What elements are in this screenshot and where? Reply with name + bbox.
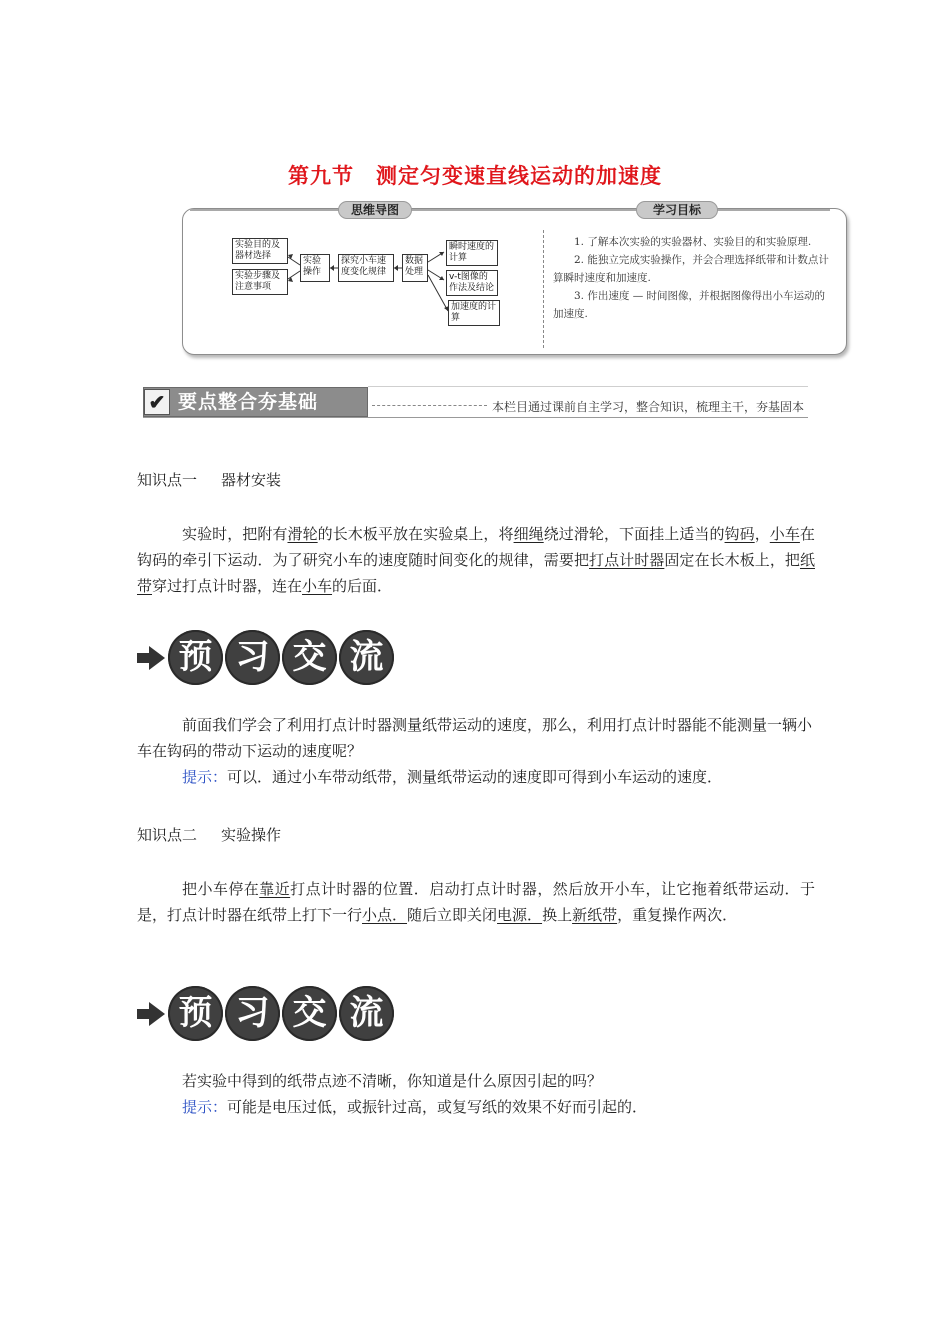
check-icon: ✔	[144, 389, 170, 415]
map-node-vt-graph: v-t图像的作法及结论	[446, 270, 498, 296]
section-2-name: 实验操作	[221, 826, 282, 844]
banner-description: 本栏目通过课前自主学习，整合知识，梳理主干，夯基固本	[492, 400, 805, 414]
learning-goals	[553, 233, 833, 323]
section-2-heading	[137, 824, 281, 845]
arrow-icon	[137, 1001, 167, 1027]
preview-question: 若实验中得到的纸带点迹不清晰，你知道是什么原因引起的吗？	[182, 1072, 603, 1090]
goal-item: 1. 了解本次实验的实验器材、实验目的和实验原理.	[574, 236, 812, 248]
preview-badge	[137, 630, 384, 690]
blank-answer: 小车	[769, 525, 800, 543]
section-1-paragraph: 实验时，把附有滑轮的长木板平放在实验桌上，将细绳绕过滑轮，下面挂上适当的钩码，小车在钩码的牵引下运动．为了研究小车的速度随时间变化的规律，需要把打点计时器固定在长木板上，把纸带穿过打点计时器，连在小车的后面．	[137, 525, 815, 595]
blank-answer: 小车	[302, 577, 333, 595]
preview-2	[137, 1068, 815, 1120]
goals-tab: 学习目标	[636, 201, 718, 219]
map-node-data: 数据处理	[402, 254, 428, 282]
preview-badge	[137, 986, 384, 1046]
section-1-heading	[137, 469, 281, 490]
map-node-inquiry: 探究小车速度变化规律	[338, 254, 394, 282]
blank-answer: 钩码	[724, 525, 755, 543]
blank-answer: 滑轮	[287, 525, 318, 543]
section-title: 测定匀变速直线运动的加速度	[376, 164, 662, 188]
page-title	[0, 160, 950, 190]
map-node-instant-speed: 瞬时速度的计算	[446, 240, 498, 266]
badge-char: 流	[339, 630, 394, 685]
banner-bottom-line	[143, 417, 808, 418]
section-2-paragraph: 把小车停在靠近打点计时器的位置．启动打点计时器，然后放开小车，让它拖着纸带运动．于是，打点计时器在纸带上打下一行小点．随后立即关闭电源．换上新纸带，重复操作两次．	[137, 880, 815, 924]
blank-answer: 小点．	[362, 906, 408, 924]
section-1-name: 器材安装	[221, 471, 282, 489]
map-node-steps: 实验步骤及注意事项	[232, 269, 288, 295]
preview-question: 前面我们学会了利用打点计时器测量纸带运动的速度，那么，利用打点计时器能不能测量一辆小车在钩码的带动下运动的速度呢？	[137, 716, 813, 760]
banner-title: 要点整合夯基础	[178, 391, 319, 413]
section-1-label: 知识点一	[137, 471, 198, 489]
badge-char: 习	[225, 630, 280, 685]
arrow-icon	[137, 645, 167, 671]
map-node-acceleration: 加速度的计算	[448, 300, 500, 326]
blank-answer: 新纸带	[572, 906, 618, 924]
panel-divider	[543, 230, 544, 348]
map-node-purpose: 实验目的及器材选择	[232, 238, 288, 264]
blank-answer: 纸带	[137, 551, 815, 595]
preview-1	[137, 712, 815, 790]
goal-item: 2. 能独立完成实验操作，并会合理选择纸带和计数点计算瞬时速度和加速度.	[553, 254, 829, 284]
preview-hint: 提示：可以．通过小车带动纸带，测量纸带运动的速度即可得到小车运动的速度．	[182, 768, 723, 786]
blank-answer: 打点计时器	[589, 551, 665, 569]
badge-char: 交	[282, 986, 337, 1041]
badge-char: 交	[282, 630, 337, 685]
blank-answer: 细绳	[513, 525, 544, 543]
preview-hint: 提示：可能是电压过低，或振针过高，或复写纸的效果不好而引起的．	[182, 1098, 648, 1116]
map-node-operation: 实验操作	[300, 254, 330, 282]
hint-label: 提示：	[182, 1098, 228, 1116]
section-number: 第九节	[288, 164, 354, 188]
banner-top-line	[368, 386, 808, 387]
banner-dash-line	[372, 405, 487, 406]
blank-answer: 靠近	[259, 880, 291, 898]
badge-char: 预	[168, 630, 223, 685]
mind-map-tab: 思维导图	[338, 201, 412, 219]
blank-answer: 电源．	[497, 906, 543, 924]
section-2-label: 知识点二	[137, 826, 198, 844]
badge-char: 流	[339, 986, 394, 1041]
badge-char: 习	[225, 986, 280, 1041]
badge-char: 预	[168, 986, 223, 1041]
hint-label: 提示：	[182, 768, 228, 786]
goal-item: 3. 作出速度 — 时间图像，并根据图像得出小车运动的加速度.	[553, 290, 826, 320]
panel-header-line	[190, 209, 830, 211]
